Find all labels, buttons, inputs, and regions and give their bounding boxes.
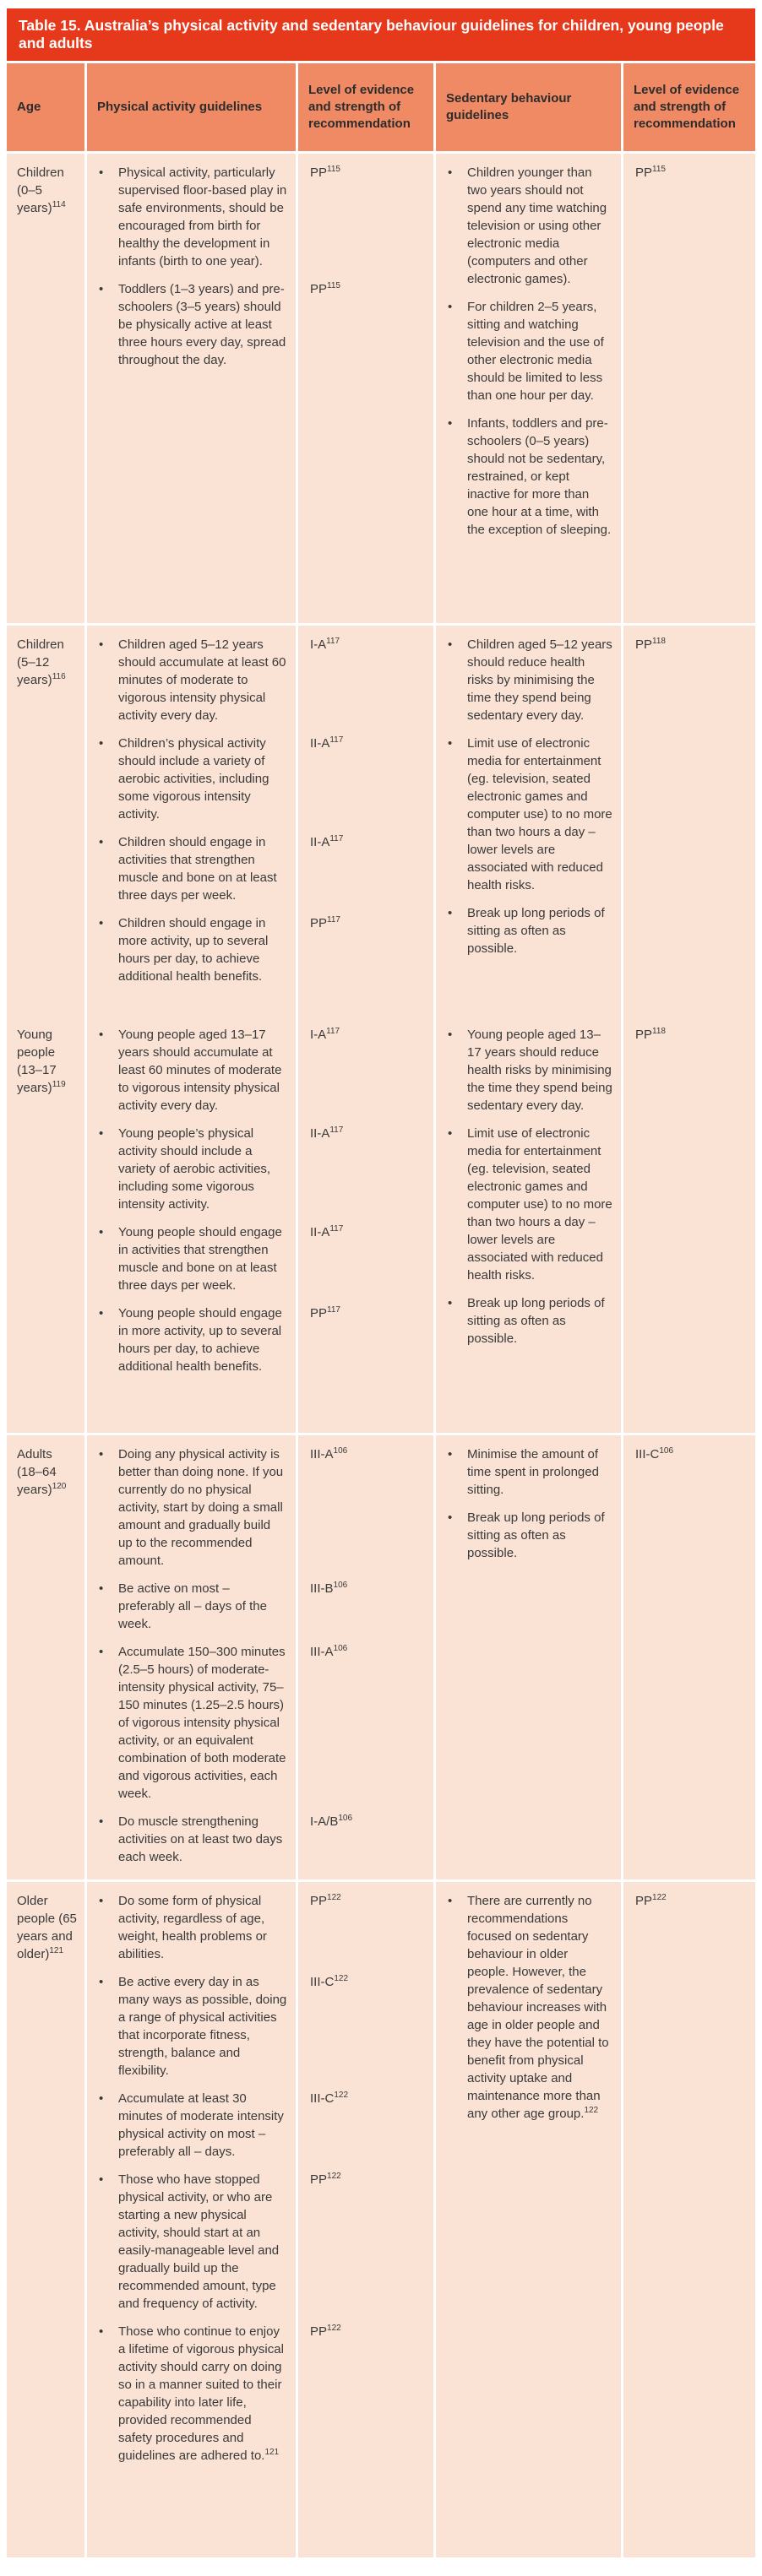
guideline-item	[436, 1892, 755, 2123]
evidence-level	[621, 1125, 755, 1284]
guideline-text: There are currently no recommendations focused on sedentary behaviour in older people. However, the prevalence of sedentary behaviour increases with age in older people and they have the potential to benefit from physical activity uptake and maintenance more than any other age group.$^{122}$	[467, 1894, 609, 2121]
bullet-icon: •	[99, 736, 104, 751]
guideline-item	[87, 636, 433, 724]
guideline-bullet	[87, 636, 296, 724]
guideline-bullet	[436, 298, 621, 404]
guideline-text: Young people should engage in more activity, up to several hours per day, to achieve additional health benefits.	[118, 1306, 282, 1374]
guideline-item	[436, 636, 755, 724]
bullet-icon: •	[448, 1296, 453, 1310]
evidence-level: PP$^{122}$	[310, 2172, 341, 2187]
col-header-evidence-2: Level of evidence and strength of recommendation	[623, 63, 755, 151]
guideline-text: For children 2–5 years, sitting and watching television and the use of other electronic media should be limited to less than one hour per day.	[467, 300, 604, 403]
evidence-level: PP$^{117}$	[310, 1305, 340, 1321]
bullet-icon: •	[99, 1645, 104, 1659]
guideline-item	[436, 415, 755, 539]
bullet-icon: •	[448, 416, 453, 431]
guideline-item	[87, 914, 433, 985]
guideline-bullet	[87, 280, 296, 369]
guideline-text: Those who have stopped physical activity, or who are starting a new physical activity, should start at an easily-manageable level and gradually build up the recommended amount, type and frequency of activity.	[118, 2172, 280, 2311]
age-cell	[7, 1435, 84, 1879]
table-body	[7, 154, 755, 2557]
bullet-icon: •	[99, 1447, 104, 1462]
guideline-bullet	[87, 1580, 296, 1633]
bullet-icon: •	[99, 1126, 104, 1141]
bullet-icon: •	[99, 1028, 104, 1042]
evidence-level: III-$A^{106}$	[310, 1446, 348, 1462]
bullet-icon: •	[448, 1126, 453, 1141]
guideline-text: Do some form of physical activity, regardless of age, weight, health problems or abilities.	[118, 1894, 267, 1961]
bullet-icon: •	[448, 300, 453, 314]
guideline-item	[87, 1223, 433, 1294]
bullet-icon: •	[99, 1894, 104, 1908]
guideline-text: Limit use of electronic media for entertainment (eg. television, seated electronic games and computer use) to no more than two hours a day – lower levels are associated with reduced health risks.	[467, 1126, 612, 1283]
bullet-icon: •	[448, 1894, 453, 1908]
guideline-item	[436, 298, 755, 404]
guideline-item	[436, 164, 755, 288]
sedentary-behaviour-cell	[436, 1016, 755, 1433]
bullet-icon: •	[99, 1814, 104, 1829]
guideline-text: Young people’s physical activity should include a variety of aerobic activities, including some vigorous intensity activity.	[118, 1126, 271, 1212]
evidence-level	[621, 298, 755, 404]
physical-activity-cell	[87, 1016, 433, 1433]
table-row	[7, 1435, 755, 1879]
guideline-item	[87, 1643, 433, 1803]
guideline-item	[87, 2323, 433, 2465]
bullet-icon: •	[99, 165, 104, 180]
guideline-bullet	[436, 1125, 621, 1284]
physical-activity-cell	[87, 154, 433, 623]
bullet-icon: •	[99, 637, 104, 652]
guideline-text: Do muscle strengthening activities on at least two days each week.	[118, 1814, 283, 1864]
guideline-item	[87, 1580, 433, 1633]
table-row	[7, 154, 755, 623]
guideline-text: Young people should engage in activities that strengthen muscle and bone on at least three days per week.	[118, 1225, 282, 1293]
guideline-bullet	[436, 1509, 621, 1562]
guideline-text: Young people aged 13–17 years should accumulate at least 60 minutes of moderate to vigorous intensity physical activity every day.	[118, 1028, 282, 1113]
guideline-text: Limit use of electronic media for entertainment (eg. television, seated electronic games and computer use) to no more than two hours a day – lower levels are associated with reduced health risks.	[467, 736, 612, 892]
guideline-bullet	[436, 1445, 621, 1499]
guideline-bullet	[87, 2323, 296, 2465]
table-header-row	[7, 63, 755, 151]
guideline-text: Toddlers (1–3 years) and pre-schoolers (3–5 years) should be physically active at least three hours every day, spread throughout the day.	[118, 282, 286, 367]
guideline-text: Children should engage in activities that strengthen muscle and bone on at least three days per week.	[118, 835, 277, 903]
guideline-bullet	[436, 1026, 621, 1114]
guideline-item	[87, 1445, 433, 1570]
guideline-text: Break up long periods of sitting as often as possible.	[467, 1296, 605, 1346]
guideline-bullet	[436, 415, 621, 539]
evidence-level: PP$^{115}$	[310, 165, 340, 180]
evidence-level: PP$^{117}$	[310, 915, 340, 930]
guideline-item	[436, 1125, 755, 1284]
col-header-evidence-1: Level of evidence and strength of recommendation	[298, 63, 433, 151]
table-row	[7, 626, 755, 1016]
guideline-bullet	[87, 2171, 296, 2313]
guideline-text: Children should engage in more activity, up to several hours per day, to achieve additional health benefits.	[118, 916, 269, 984]
bullet-icon: •	[99, 1306, 104, 1321]
physical-activity-cell	[87, 626, 433, 1016]
guideline-item	[87, 2171, 433, 2313]
guideline-bullet	[436, 904, 621, 957]
guideline-bullet	[87, 1026, 296, 1114]
evidence-level: PP$^{122}$	[310, 2324, 341, 2339]
bullet-icon: •	[448, 1447, 453, 1462]
bullet-icon: •	[99, 1975, 104, 1989]
guideline-bullet	[436, 735, 621, 894]
physical-activity-cell	[87, 1435, 433, 1879]
evidence-level	[621, 735, 755, 894]
evidence-level: III-$C^{122}$	[310, 2091, 349, 2106]
age-cell	[7, 154, 84, 623]
sedentary-behaviour-cell	[436, 626, 755, 1016]
evidence-level	[621, 415, 755, 539]
guideline-text: Be active on most – preferably all – days of the week.	[118, 1581, 267, 1631]
guideline-bullet	[87, 1643, 296, 1803]
guideline-text: Children aged 5–12 years should reduce health risks by minimising the time they spend being sedentary every day.	[467, 637, 612, 723]
bullet-icon: •	[448, 637, 453, 652]
guideline-bullet	[436, 1892, 621, 2123]
age-cell	[7, 626, 84, 1016]
evidence-level: PP$^{122}$	[310, 1893, 341, 1908]
guideline-item	[436, 1294, 755, 1348]
guideline-text: Children younger than two years should not spend any time watching television or using other electronic media (computers and other electronic games).	[467, 165, 607, 286]
guideline-bullet	[87, 1973, 296, 2080]
bullet-icon: •	[448, 165, 453, 180]
table-row	[7, 1016, 755, 1433]
evidence-level: PP$^{118}$	[635, 1027, 666, 1042]
evidence-level: PP$^{115}$	[635, 165, 666, 180]
guideline-text: Infants, toddlers and pre-schoolers (0–5 years) should not be sedentary, restrained, or kept inactive for more than one hour at a time, with the exception of sleeping.	[467, 416, 612, 537]
bullet-icon: •	[448, 1028, 453, 1042]
guideline-item	[87, 1813, 433, 1866]
evidence-level: III-$C^{122}$	[310, 1974, 349, 1989]
guideline-bullet	[87, 1125, 296, 1213]
age-cell	[7, 1016, 84, 1433]
evidence-level: $II-A^{117}$	[310, 1224, 344, 1239]
age-cell	[7, 1882, 84, 2557]
evidence-level	[621, 1294, 755, 1348]
bullet-icon: •	[99, 2091, 104, 2106]
guideline-text: Minimise the amount of time spent in prolonged sitting.	[467, 1447, 599, 1497]
guideline-item	[87, 280, 433, 369]
guideline-item	[436, 904, 755, 957]
evidence-level: $II-A^{117}$	[310, 735, 344, 751]
sedentary-behaviour-cell	[436, 154, 755, 623]
bullet-icon: •	[448, 736, 453, 751]
bullet-icon: •	[99, 282, 104, 296]
guideline-bullet	[87, 833, 296, 904]
bullet-icon: •	[99, 2172, 104, 2187]
evidence-level: III-$C^{106}$	[635, 1446, 674, 1462]
guideline-item	[87, 1973, 433, 2080]
age-label: Older people (65 years and older)$^{121}$	[17, 1894, 77, 1961]
bullet-icon: •	[99, 1225, 104, 1239]
table-title: Table 15. Australia’s physical activity and sedentary behaviour guidelines for children, young people and adults	[7, 8, 755, 61]
age-label: Children (0–5 years)$^{114}$	[17, 165, 66, 215]
guideline-bullet	[87, 914, 296, 985]
col-header-age: Age	[7, 63, 84, 151]
guideline-item	[87, 1026, 433, 1114]
evidence-level: PP$^{122}$	[635, 1893, 667, 1908]
guideline-item	[436, 1026, 755, 1114]
guideline-item	[436, 1509, 755, 1562]
col-header-physical-activity: Physical activity guidelines	[87, 63, 296, 151]
table-row	[7, 1882, 755, 2557]
evidence-level: PP$^{115}$	[310, 281, 340, 296]
evidence-level: PP$^{118}$	[635, 637, 666, 652]
guideline-text: Accumulate at least 30 minutes of moderate intensity physical activity on most – preferably all – days.	[118, 2091, 284, 2159]
guideline-bullet	[87, 1892, 296, 1963]
guideline-bullet	[87, 1445, 296, 1570]
bullet-icon: •	[99, 2324, 104, 2339]
guideline-text: Be active every day in as many ways as possible, doing a range of physical activities that incorporate fitness, strength, balance and flexibility.	[118, 1975, 287, 2078]
bullet-icon: •	[99, 916, 104, 930]
bullet-icon: •	[99, 835, 104, 849]
guideline-item	[436, 1445, 755, 1499]
guideline-text: Children aged 5–12 years should accumulate at least 60 minutes of moderate to vigorous intensity physical activity every day.	[118, 637, 286, 723]
guideline-bullet	[87, 1813, 296, 1866]
evidence-level: $II-A^{117}$	[310, 834, 344, 849]
bullet-icon: •	[448, 1510, 453, 1525]
guideline-text: Young people aged 13–17 years should reduce health risks by minimising the time they spend being sedentary every day.	[467, 1028, 612, 1113]
evidence-level: $I-A^{117}$	[310, 1027, 340, 1042]
physical-activity-cell	[87, 1882, 433, 2557]
age-label: Children (5–12 years)$^{116}$	[17, 637, 66, 687]
col-header-sedentary: Sedentary behaviour guidelines	[436, 63, 621, 151]
evidence-level: III-$A^{106}$	[310, 1644, 348, 1659]
guideline-item	[87, 1304, 433, 1375]
evidence-level: $I-A/B^{106}$	[310, 1814, 353, 1829]
guideline-bullet	[436, 1294, 621, 1348]
guideline-text: Those who continue to enjoy a lifetime of vigorous physical activity should carry on doing so in a manner suited to their capability into later life, provided recommended safety procedures and guidelines are adhered to.$^{121}$	[118, 2324, 284, 2463]
guideline-bullet	[87, 1223, 296, 1294]
evidence-level: III-$B^{106}$	[310, 1581, 348, 1596]
sedentary-behaviour-cell	[436, 1435, 755, 1879]
guideline-item	[87, 1125, 433, 1213]
evidence-level	[621, 904, 755, 957]
guideline-item	[436, 735, 755, 894]
guideline-bullet	[436, 164, 621, 288]
sedentary-behaviour-cell	[436, 1882, 755, 2557]
guideline-text: Physical activity, particularly supervised floor-based play in safe environments, should be encouraged from birth for healthy the development in infants (birth to one year).	[118, 165, 287, 268]
evidence-level: $I-A^{117}$	[310, 637, 340, 652]
age-label: Young people (13–17 years)$^{119}$	[17, 1028, 66, 1095]
guideline-text: Break up long periods of sitting as often as possible.	[467, 1510, 605, 1560]
guideline-text: Doing any physical activity is better than doing none. If you currently do no physical activity, start by doing a small amount and gradually build up to the recommended amount.	[118, 1447, 284, 1568]
age-label: Adults (18–64 years)$^{120}$	[17, 1447, 67, 1497]
bullet-icon: •	[448, 906, 453, 920]
guideline-bullet	[87, 735, 296, 823]
evidence-level: $II-A^{117}$	[310, 1125, 344, 1141]
guideline-bullet	[87, 164, 296, 270]
guideline-item	[87, 164, 433, 270]
guideline-text: Children’s physical activity should include a variety of aerobic activities, including some vigorous intensity activity.	[118, 736, 269, 822]
guideline-bullet	[87, 1304, 296, 1375]
guideline-item	[87, 735, 433, 823]
guideline-text: Accumulate 150–300 minutes (2.5–5 hours) of moderate-intensity physical activity, 75–150 minutes (1.25–2.5 hours) of vigorous intensity physical activity, or an equivalent combination of both moderate and vigorous activities, each week.	[118, 1645, 286, 1801]
bullet-icon: •	[99, 1581, 104, 1596]
guideline-bullet	[436, 636, 621, 724]
evidence-level	[621, 1509, 755, 1562]
guideline-text: Break up long periods of sitting as often as possible.	[467, 906, 605, 956]
guideline-bullet	[87, 2090, 296, 2161]
guideline-item	[87, 833, 433, 904]
guideline-item	[87, 2090, 433, 2161]
guideline-item	[87, 1892, 433, 1963]
